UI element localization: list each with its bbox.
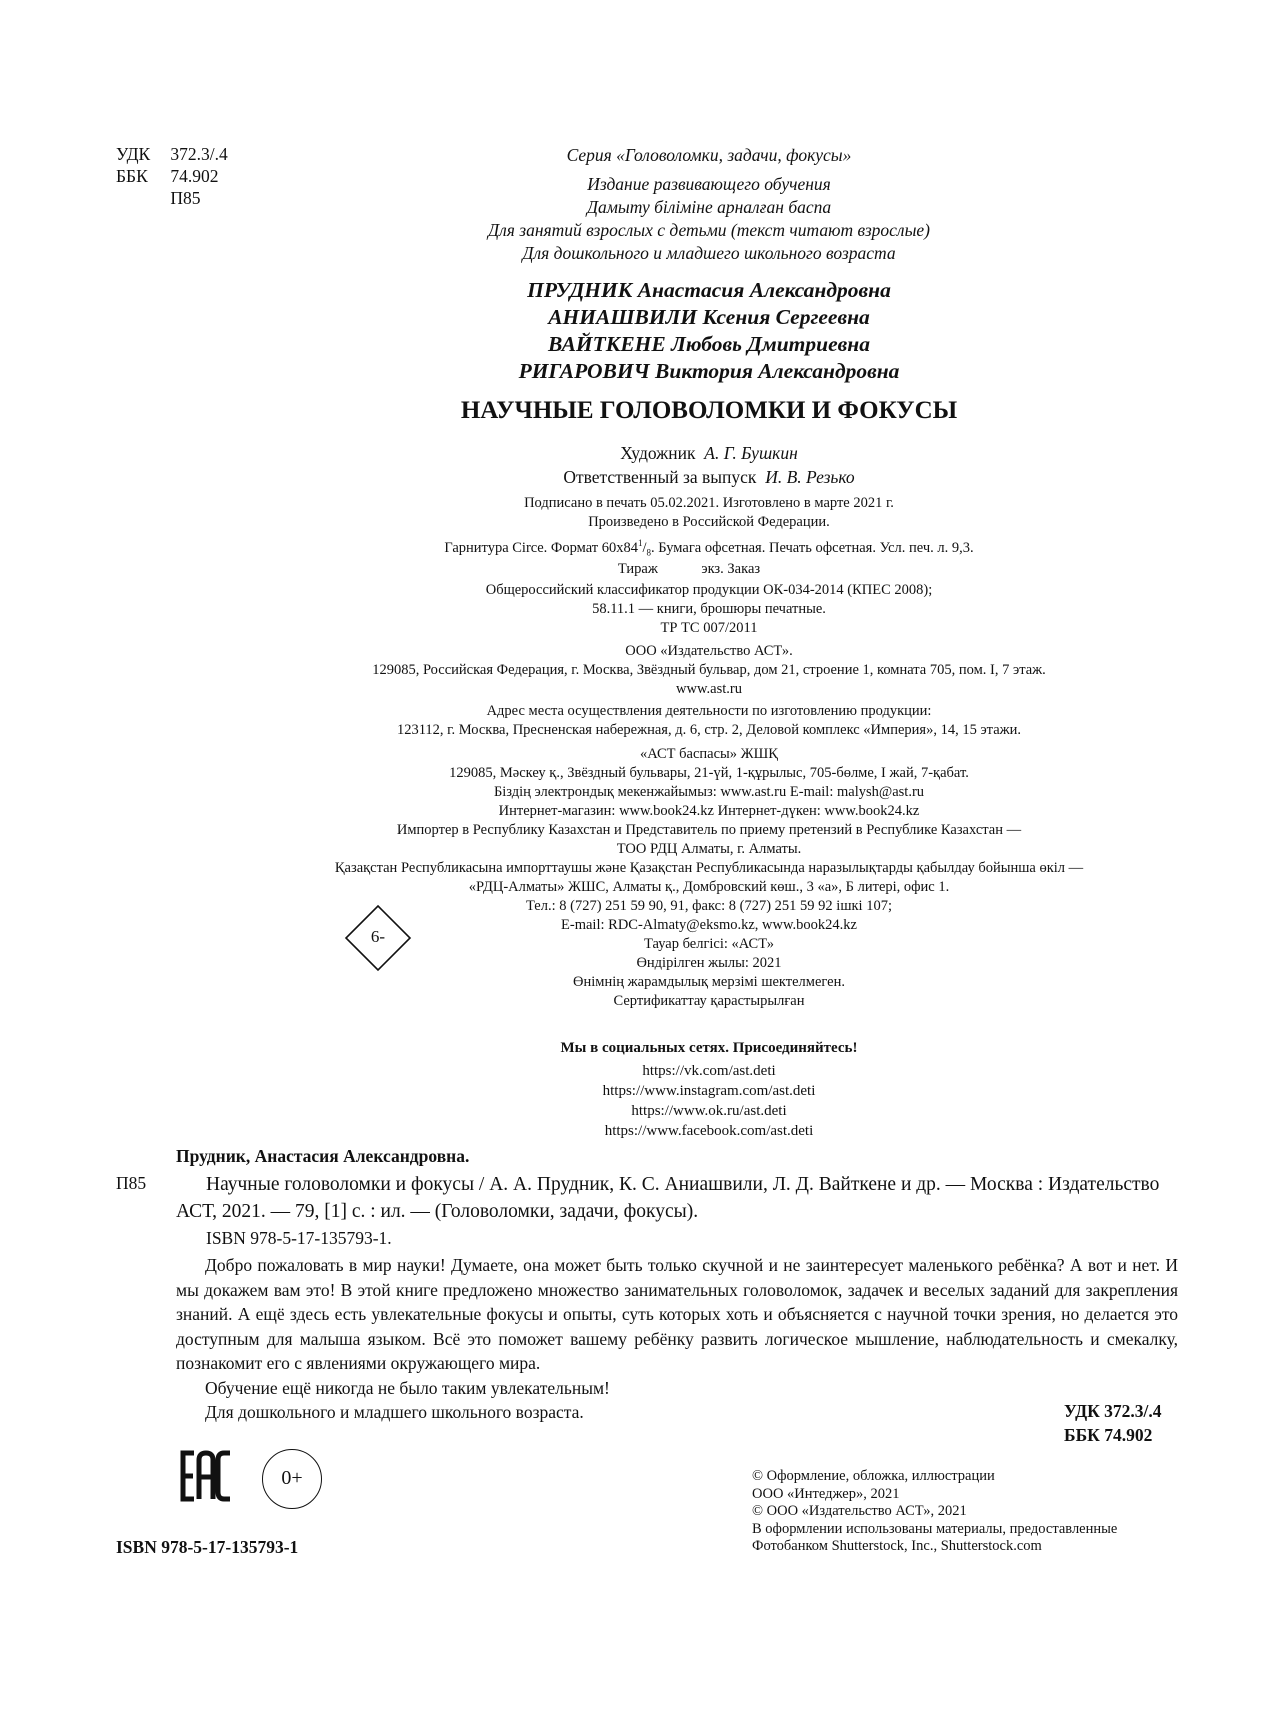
publisher-line: 129085, Российская Федерация, г. Москва, Звёздный бульвар, дом 21, строение 1, комната 705, пом. I, 7 этаж. bbox=[372, 662, 1046, 678]
classifier-line: 58.11.1 — книги, брошюры печатные. bbox=[592, 601, 826, 617]
social-link-ok[interactable]: https://www.ok.ru/ast.deti bbox=[631, 1103, 787, 1119]
imprint-block bbox=[74, 494, 1270, 532]
footer-udk: УДК 372.3/.4 bbox=[1064, 1401, 1162, 1421]
udk-label: УДК bbox=[116, 144, 151, 164]
kazakh-line: Интернет-магазин: www.book24.kz Интернет-дүкен: www.book24.kz bbox=[498, 803, 920, 819]
kazakh-line: Импортер в Республику Казахстан и Представитель по приему претензий в Республике Казахстан — bbox=[396, 822, 1022, 838]
copyright-block bbox=[752, 1468, 1117, 1556]
production-line: 123112, г. Москва, Пресненская набережная, д. 6, стр. 2, Деловой комплекс «Империя», 14, 15 этажи. bbox=[396, 722, 1022, 738]
annotation-tagline: Обучение ещё никогда не было таким увлекательным! bbox=[205, 1377, 610, 1398]
bib-description bbox=[176, 1171, 1186, 1225]
kazakh-line: Өндірілген жылы: 2021 bbox=[636, 955, 782, 971]
bib-description-line: Научные головоломки и фокусы / А. А. Прудник, К. С. Аниашвили, Л. Д. Вайткене и др. — Москва : Издательство bbox=[206, 1174, 1160, 1195]
footer-bbk: ББК 74.902 bbox=[1064, 1425, 1153, 1445]
bib-isbn: ISBN 978-5-17-135793-1. bbox=[206, 1228, 392, 1248]
author-line: ПРУДНИК Анастасия Александровна bbox=[527, 278, 891, 302]
classifier-line: ТР ТС 007/2011 bbox=[660, 620, 758, 636]
imprint-signed: Подписано в печать 05.02.2021. Изготовлено в марте 2021 г. bbox=[524, 495, 894, 511]
kazakh-line: Қазақстан Республикасына импорттаушы және Қазақстан Республикасында наразылықтарды қабылдау бойынша өкіл — bbox=[334, 860, 1084, 876]
kazakh-line: Тауар белгісі: «АСТ» bbox=[644, 936, 774, 952]
social-links bbox=[74, 1061, 1270, 1141]
age-diamond-label: 6- bbox=[370, 927, 386, 946]
imprint-produced: Произведено в Российской Федерации. bbox=[588, 514, 830, 530]
author-line: ВАЙТКЕНЕ Любовь Дмитриевна bbox=[548, 332, 870, 356]
copyright-line: В оформлении использованы материалы, предоставленные bbox=[752, 1520, 1118, 1537]
kazakh-line: Біздің электрондық мекенжайымыз: www.ast.ru E-mail: malysh@ast.ru bbox=[493, 784, 925, 800]
edition-notes bbox=[74, 173, 1270, 265]
book-title: НАУЧНЫЕ ГОЛОВОЛОМКИ И ФОКУСЫ bbox=[460, 397, 958, 424]
publisher-line: ООО «Издательство АСТ». bbox=[625, 643, 793, 659]
copyright-line: © ООО «Издательство АСТ», 2021 bbox=[752, 1503, 967, 1519]
eac-mark-icon bbox=[180, 1450, 232, 1502]
author-mark: П85 bbox=[170, 188, 201, 208]
edition-note: Для дошкольного и младшего школьного возраста bbox=[522, 243, 896, 263]
bbk-label: ББК bbox=[116, 166, 148, 186]
udk-value: 372.3/.4 bbox=[170, 144, 228, 164]
kazakh-line: ТОО РДЦ Алматы, г. Алматы. bbox=[616, 841, 802, 857]
imprint-tirazh: Тираж экз. Заказ bbox=[617, 561, 761, 577]
kazakh-line: E-mail: RDC-Almaty@eksmo.kz, www.book24.kz bbox=[561, 917, 857, 933]
bib-author-heading: Прудник, Анастасия Александровна. bbox=[176, 1146, 470, 1166]
social-link-vk[interactable]: https://vk.com/ast.deti bbox=[642, 1063, 776, 1079]
production-line: Адрес места осуществления деятельности по изготовлению продукции: bbox=[486, 703, 932, 719]
annotation-text: Добро пожаловать в мир науки! Думаете, она может быть только скучной и не заинтересует маленького ребёнка? А вот и нет. И мы докажем вам это! В этой книге предложено множество занимательных головоломок, задачек и веселых заданий для закрепления знаний. А ещё здесь есть увлекательные фокусы и опыты, суть которых хоть и объясняется с научной точки зрения, но делается это доступным для малыша языком. Всё это поможет вашему ребёнку развить логическое мышление, наблюдательность и смекалку, познакомит его с явлениями окружающего мира. bbox=[176, 1255, 1178, 1373]
footer-codes bbox=[1064, 1399, 1162, 1447]
copyright-line: Фотобанком Shutterstock, Inc., Shutterstock.com bbox=[752, 1538, 1042, 1554]
credits-block bbox=[74, 441, 1270, 489]
age-rating-badge: 0+ bbox=[262, 1449, 322, 1509]
imprint-format: Гарнитура Circe. Формат $60х84^1/_8$. Бумага офсетная. Печать офсетная. Усл. печ. л. 9,3. bbox=[444, 538, 974, 558]
imprint-production-address bbox=[74, 702, 1270, 740]
author-line: РИГАРОВИЧ Виктория Александровна bbox=[518, 359, 900, 383]
social-heading: Мы в социальных сетях. Присоединяйтесь! bbox=[560, 1040, 858, 1056]
social-link-instagram[interactable]: https://www.instagram.com/ast.deti bbox=[602, 1083, 816, 1099]
age-diamond-mark bbox=[344, 904, 412, 972]
kazakh-line: Сертификаттау қарастырылған bbox=[613, 993, 805, 1009]
edition-note: Для занятий взрослых с детьми (текст читают взрослые) bbox=[487, 220, 931, 240]
copyright-line: ООО «Интеджер», 2021 bbox=[752, 1485, 900, 1502]
classifier-line: Общероссийский классификатор продукции ОК-034-2014 (КПЕС 2008); bbox=[485, 582, 933, 598]
copyright-line: © Оформление, обложка, иллюстрации bbox=[752, 1468, 995, 1484]
imprint-kazakh bbox=[74, 745, 1270, 1011]
imprint-classifier bbox=[74, 581, 1270, 638]
annotation-block bbox=[176, 1253, 1178, 1425]
footer-isbn: ISBN 978-5-17-135793-1 bbox=[116, 1537, 299, 1557]
imprint-publisher bbox=[74, 642, 1270, 699]
credit-line: Ответственный за выпуск И. В. Резько bbox=[563, 467, 855, 487]
bbk-value: 74.902 bbox=[170, 166, 219, 186]
credit-line: Художник А. Г. Бушкин bbox=[620, 443, 798, 463]
kazakh-line: Өнімнің жарамдылық мерзімі шектелмеген. bbox=[573, 974, 845, 990]
series-name: Серия «Головоломки, задачи, фокусы» bbox=[566, 145, 852, 165]
kazakh-line: «РДЦ-Алматы» ЖШС, Алматы қ., Домбровский көш., 3 «а», Б литері, офис 1. bbox=[468, 879, 950, 895]
eac-logo bbox=[180, 1450, 232, 1502]
edition-note: Дамыту біліміне арналған баспа bbox=[586, 197, 832, 217]
authors-block bbox=[74, 277, 1270, 385]
kazakh-line: 129085, Мәскеу қ., Звёздный бульвары, 21-үй, 1-құрылыс, 705-бөлме, I жай, 7-қабат. bbox=[449, 765, 969, 781]
author-line: АНИАШВИЛИ Ксения Сергеевна bbox=[548, 305, 870, 329]
bib-description-line: АСТ, 2021. — 79, [1] с. : ил. — (Головоломки, задачи, фокусы). bbox=[176, 1201, 699, 1222]
edition-note: Издание развивающего обучения bbox=[587, 174, 831, 194]
social-link-facebook[interactable]: https://www.facebook.com/ast.deti bbox=[604, 1123, 814, 1139]
kazakh-line: Тел.: 8 (727) 251 59 90, 91, факс: 8 (727) 251 59 92 ішкі 107; bbox=[526, 898, 892, 914]
publisher-line: www.ast.ru bbox=[676, 681, 742, 697]
bib-mark: П85 bbox=[116, 1173, 147, 1193]
annotation-age: Для дошкольного и младшего школьного возраста. bbox=[205, 1402, 584, 1422]
kazakh-line: «АСТ баспасы» ЖШҚ bbox=[640, 746, 778, 762]
